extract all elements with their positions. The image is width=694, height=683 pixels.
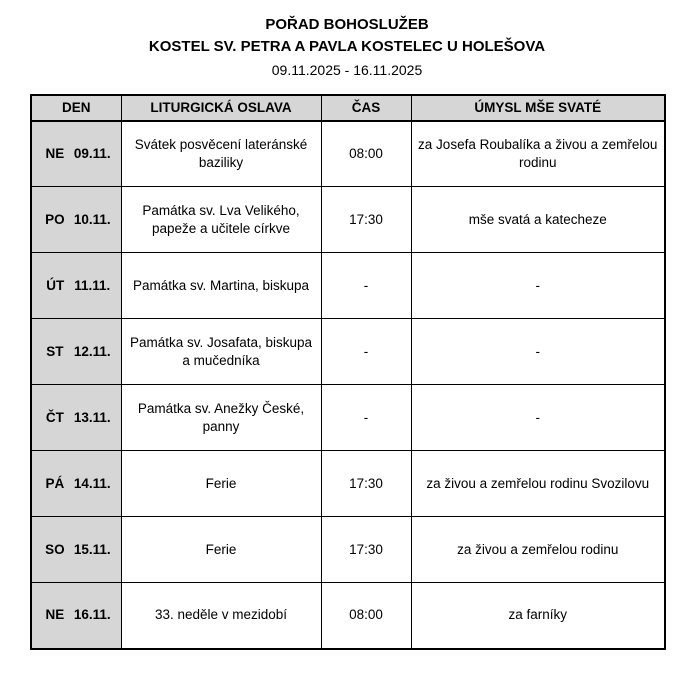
cell-celebration: Památka sv. Josafata, biskupa a mučedníka [121, 319, 321, 385]
page-subtitle: KOSTEL SV. PETRA A PAVLA KOSTELEC U HOLEŠOVA [148, 37, 546, 55]
table-row [31, 451, 665, 517]
cell-day [31, 583, 121, 649]
cell-intention: za živou a zemřelou rodinu [411, 517, 665, 583]
cell-intention: - [411, 385, 665, 451]
cell-celebration: Památka sv. Martina, biskupa [121, 253, 321, 319]
day-abbreviation: SO [45, 541, 65, 557]
table-header-row [31, 95, 665, 121]
table-row [31, 121, 665, 187]
table-row [31, 319, 665, 385]
cell-celebration: 33. neděle v mezidobí [121, 583, 321, 649]
schedule-table [30, 94, 666, 650]
day-date: 09.11. [73, 145, 111, 161]
cell-time: - [321, 319, 411, 385]
cell-intention: za živou a zemřelou rodinu Svozilovu [411, 451, 665, 517]
day-abbreviation: PO [45, 211, 65, 227]
cell-time: 17:30 [321, 187, 411, 253]
table-row [31, 517, 665, 583]
table-header [31, 95, 665, 121]
day-date: 16.11. [73, 607, 111, 623]
table-body [31, 121, 665, 649]
day-date: 10.11. [73, 211, 111, 227]
cell-day [31, 517, 121, 583]
cell-time: 08:00 [321, 583, 411, 649]
cell-time: 17:30 [321, 451, 411, 517]
cell-celebration: Ferie [121, 517, 321, 583]
day-date: 15.11. [73, 541, 111, 557]
cell-day [31, 319, 121, 385]
table-row [31, 187, 665, 253]
day-abbreviation: ČT [45, 409, 64, 425]
cell-day [31, 121, 121, 187]
day-date: 14.11. [73, 475, 111, 491]
day-abbreviation: NE [45, 145, 65, 161]
day-date: 11.11. [74, 277, 111, 293]
cell-time: - [321, 385, 411, 451]
cell-intention: za farníky [411, 583, 665, 649]
document-header [0, 0, 694, 80]
page-title: POŘAD BOHOSLUŽEB [265, 16, 429, 33]
cell-time: - [321, 253, 411, 319]
table-row [31, 385, 665, 451]
cell-intention: mše svatá a katecheze [411, 187, 665, 253]
cell-day [31, 451, 121, 517]
column-header-0: DEN [31, 95, 121, 121]
table-row [31, 583, 665, 649]
column-header-1: LITURGICKÁ OSLAVA [121, 95, 321, 121]
cell-time: 17:30 [321, 517, 411, 583]
day-abbreviation: PÁ [45, 475, 65, 491]
column-header-2: ČAS [321, 95, 411, 121]
cell-time: 08:00 [321, 121, 411, 187]
cell-celebration: Svátek posvěcení lateránské baziliky [121, 121, 321, 187]
cell-day [31, 187, 121, 253]
table-row [31, 253, 665, 319]
cell-day [31, 253, 121, 319]
cell-celebration: Ferie [121, 451, 321, 517]
column-header-3: ÚMYSL MŠE SVATÉ [411, 95, 665, 121]
day-abbreviation: ST [46, 343, 64, 359]
cell-intention: - [411, 253, 665, 319]
cell-celebration: Památka sv. Lva Velikého, papeže a učitele církve [121, 187, 321, 253]
day-date: 13.11. [73, 409, 111, 425]
day-date: 12.11. [73, 343, 111, 359]
cell-intention: za Josefa Roubalíka a živou a zemřelou rodinu [411, 121, 665, 187]
cell-celebration: Památka sv. Anežky České, panny [121, 385, 321, 451]
day-abbreviation: NE [45, 607, 65, 623]
date-range: 09.11.2025 - 16.11.2025 [271, 61, 423, 78]
cell-day [31, 385, 121, 451]
cell-intention: - [411, 319, 665, 385]
day-abbreviation: ÚT [46, 277, 65, 293]
